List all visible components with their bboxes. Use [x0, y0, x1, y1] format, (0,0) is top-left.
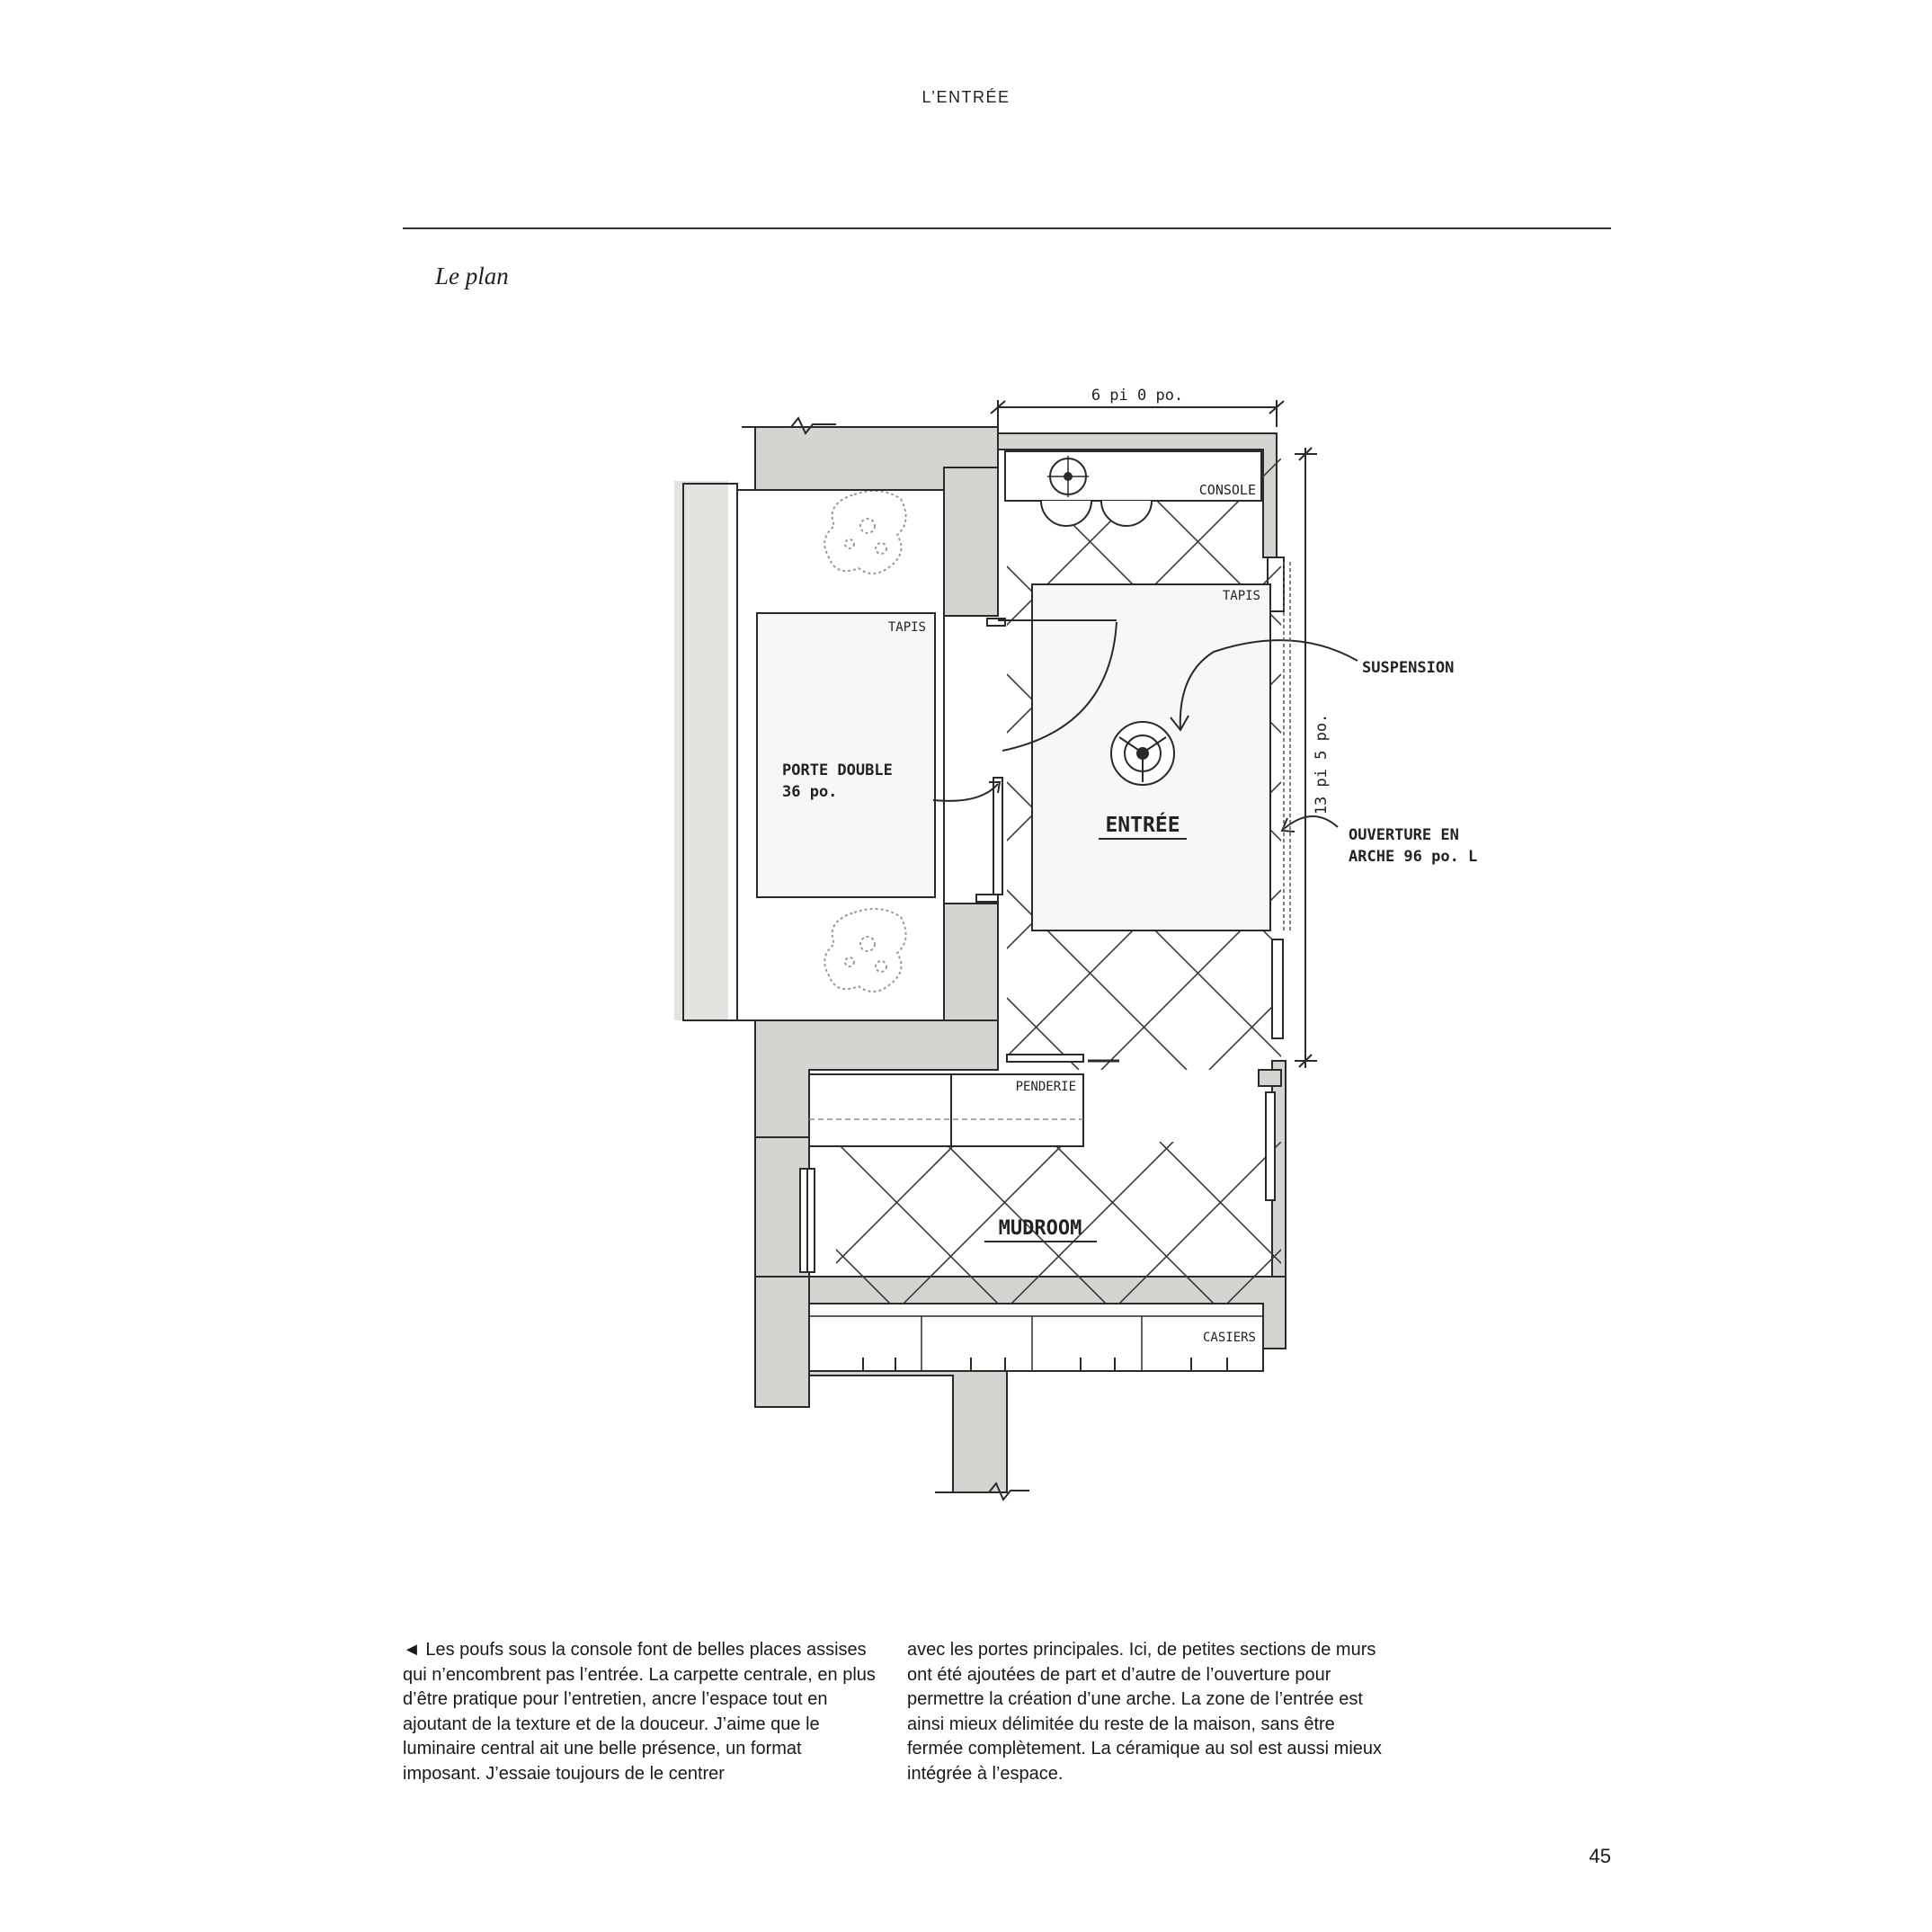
section-title: Le plan: [435, 263, 509, 289]
page-number: 45: [1589, 1845, 1611, 1867]
porte-double-label: PORTE DOUBLE: [782, 761, 893, 779]
ouverture-label: OUVERTURE EN: [1349, 826, 1459, 844]
header-rule: [403, 227, 1611, 229]
penderie-label: PENDERIE: [1015, 1080, 1076, 1094]
porte-double-size-label: 36 po.: [782, 783, 838, 801]
arch-opening: [1284, 562, 1290, 930]
caption-column-2: avec les portes principales. Ici, de petites sections de murs ont été ajoutées de part et d’autre de l’ouverture pour permettre la création d’une arche. La zone de l’entrée est ainsi mieux délimitée du reste de la maison, sans être fermée complètement. La céramique au sol est aussi mieux intégrée à l’espace.: [907, 1640, 1383, 1784]
outdoor-rug: [757, 613, 935, 897]
floor-plan-drawing: [665, 378, 1510, 1510]
casiers-label: CASIERS: [1202, 1331, 1256, 1345]
side-window: [800, 1169, 815, 1272]
lockers: [809, 1304, 1263, 1371]
console-label: CONSOLE: [1198, 482, 1256, 498]
dimension-width-label: 6 pi 0 po.: [1091, 387, 1184, 405]
entree-label: ENTRÉE: [1105, 814, 1180, 837]
running-head: L’ENTRÉE: [921, 88, 1011, 106]
ouverture-size-label: ARCHE 96 po. L: [1349, 848, 1478, 866]
tapis-exterieur-label: TAPIS: [887, 620, 926, 635]
mudroom-label: MUDROOM: [998, 1217, 1082, 1240]
caption-column-1: ◄ Les poufs sous la console font de belles places assises qui n’encombrent pas l’entrée. La carpette centrale, en plus d’être pratique pour l’entretien, ancre l’espace tout en ajoutant de la texture et de la douceur. J’aime que le luminaire central ait une belle présence, un format imposant. J’essaie toujours de le centrer: [403, 1640, 876, 1784]
pendant-light: [1111, 722, 1174, 785]
suspension-label: SUSPENSION: [1362, 659, 1455, 677]
dimension-length-label: 13 pi 5 po.: [1313, 713, 1331, 815]
tapis-entree-label: TAPIS: [1222, 589, 1260, 603]
